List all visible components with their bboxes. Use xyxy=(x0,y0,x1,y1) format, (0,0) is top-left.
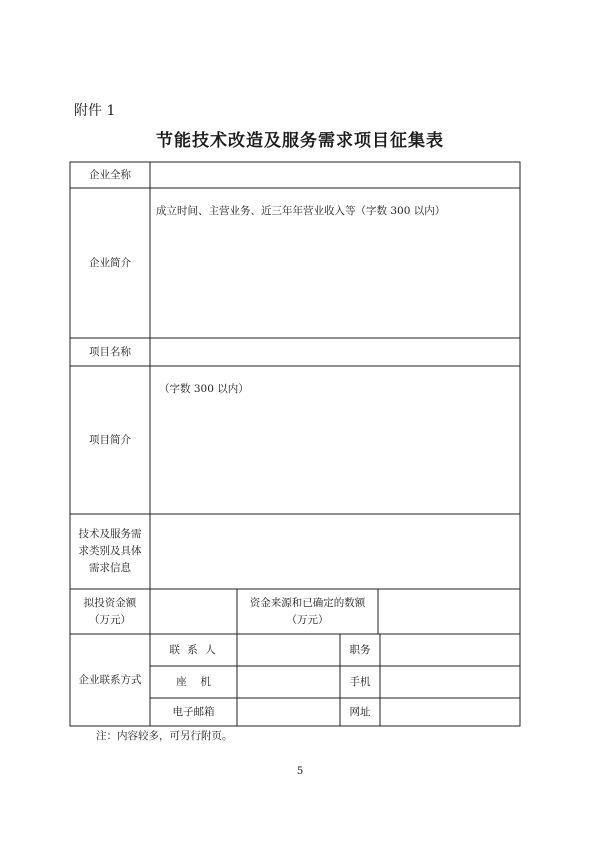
demand-label-line: 技术及服务需 xyxy=(78,528,142,541)
contact-person-field[interactable] xyxy=(238,635,339,665)
demand-info-field[interactable] xyxy=(151,515,519,588)
landline-field[interactable] xyxy=(238,667,339,697)
page-number: 5 xyxy=(296,766,304,777)
company-intro-field[interactable] xyxy=(151,220,519,337)
funding-source-label xyxy=(237,589,378,634)
landline-label: 座 机 xyxy=(176,675,211,688)
page-title: 节能技术改造及服务需求项目征集表 xyxy=(156,131,444,151)
investment-label-unit: （万元） xyxy=(89,613,131,626)
project-intro-field[interactable] xyxy=(151,398,519,513)
footer-note: 注：内容较多，可另行附页。 xyxy=(96,730,233,742)
investment-label-line: 拟投资金额 xyxy=(83,596,137,609)
investment-amount-label xyxy=(70,589,150,634)
company-name-field[interactable] xyxy=(151,163,519,187)
demand-label-line: 求类别及具体 xyxy=(78,545,142,558)
company-intro-hint: 成立时间、主营业务、近三年年营业收入等（字数 300 以内） xyxy=(156,205,446,217)
website-label: 网址 xyxy=(349,705,371,718)
mobile-label: 手机 xyxy=(349,675,371,688)
attachment-label: 附件 1 xyxy=(74,103,116,119)
company-name-label: 企业全称 xyxy=(89,168,131,181)
funding-source-field[interactable] xyxy=(379,590,519,633)
mobile-field[interactable] xyxy=(381,667,519,697)
position-field[interactable] xyxy=(381,635,519,665)
project-intro-label: 项目简介 xyxy=(89,433,131,446)
demand-info-label xyxy=(70,514,150,589)
investment-amount-field[interactable] xyxy=(151,590,236,633)
funding-label-line: 资金来源和已确定的数额 xyxy=(249,596,366,609)
position-label: 职务 xyxy=(349,643,371,656)
company-intro-label: 企业简介 xyxy=(89,256,131,269)
contact-section-label: 企业联系方式 xyxy=(78,673,142,686)
project-intro-hint: （字数 300 以内） xyxy=(159,383,249,395)
project-name-field[interactable] xyxy=(151,339,519,365)
email-field[interactable] xyxy=(238,699,339,725)
website-field[interactable] xyxy=(381,699,519,725)
funding-label-unit: （万元） xyxy=(286,613,329,626)
email-label: 电子邮箱 xyxy=(172,705,215,718)
demand-label-line: 需求信息 xyxy=(89,561,131,574)
contact-person-label: 联 系 人 xyxy=(169,643,218,656)
project-name-label: 项目名称 xyxy=(89,345,131,358)
